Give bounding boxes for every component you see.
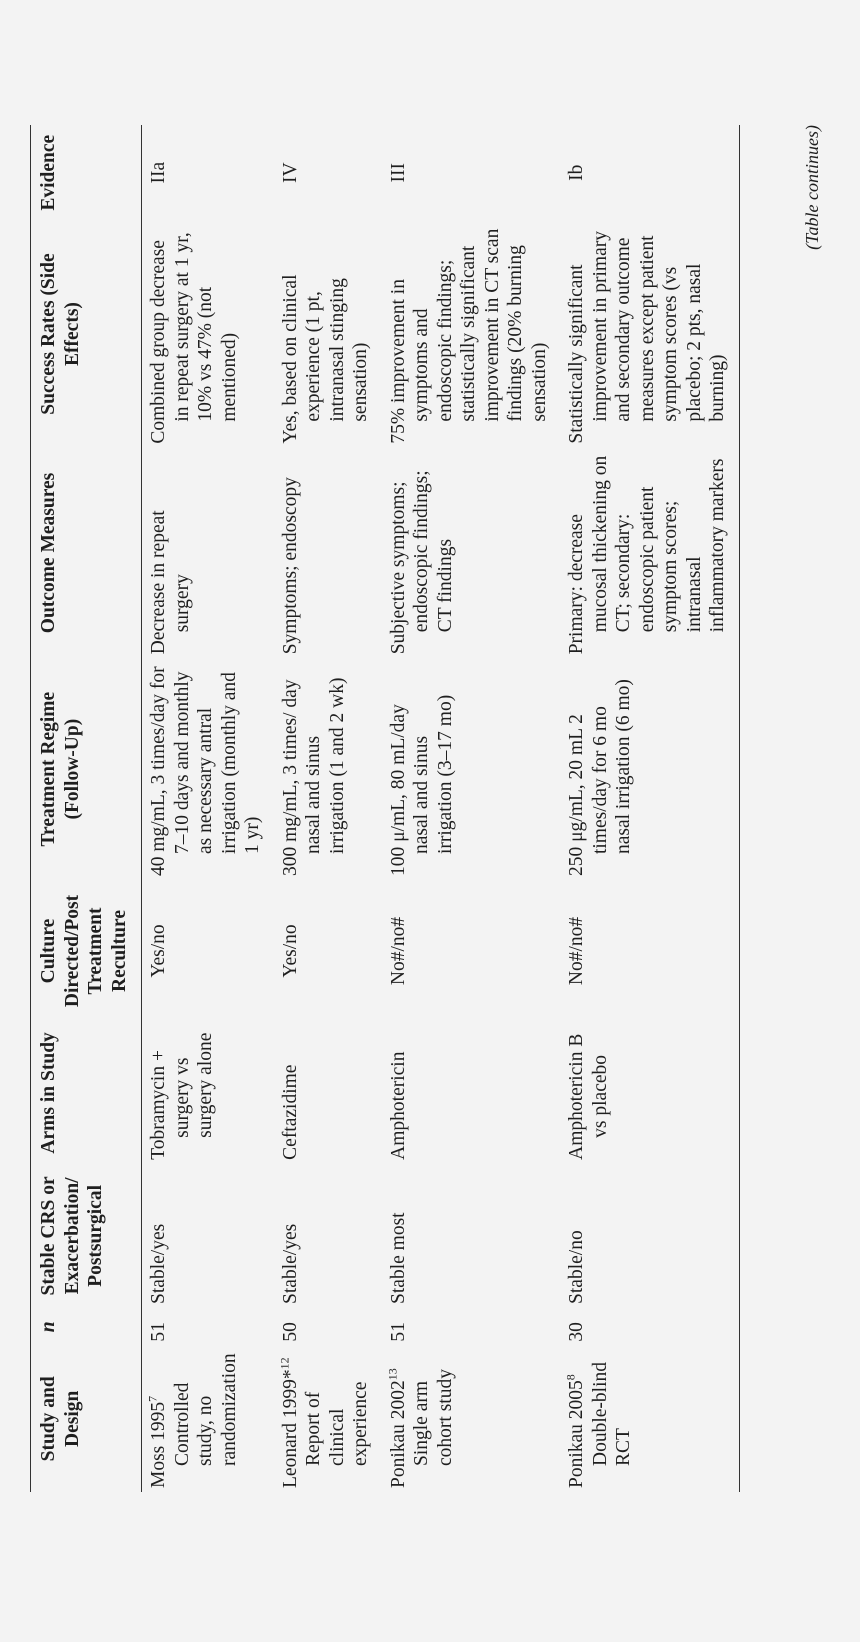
outcome-text: Primary: decrease mucosal thickening on CT; secondary: endoscopic patient symptom scores; intranasal inflammatory markers (566, 455, 728, 655)
evidence-table (30, 125, 740, 1492)
study-name: Leonard 1999* (279, 1369, 301, 1488)
study-design: Report of clinical experience (303, 1381, 371, 1466)
regime-cell (382, 658, 561, 880)
n-cell: 30 (566, 1322, 587, 1342)
n-cell: 50 (279, 1322, 301, 1342)
study-ref: 7 (145, 1395, 160, 1402)
study-cell (560, 1346, 739, 1492)
arms-cell (274, 1022, 382, 1164)
table-header (31, 125, 142, 1492)
arms-cell (382, 1022, 561, 1164)
header-n: n (38, 1321, 59, 1333)
success-text: Statistically significant improvement in primary and secondary outcome measures except patient symptom scores (vs placebo; 2 pts, nasal burning) (566, 231, 728, 444)
success-text: Yes, based on clinical experience (1 pt, intranasal stinging sensation) (279, 274, 371, 444)
arms-text: Tobramycin + surgery vs surgery alone (148, 1032, 216, 1160)
evidence-cell: IV (279, 162, 301, 183)
arms-text: Amphotericin B vs placebo (566, 1033, 611, 1160)
evidence-cell: III (387, 162, 409, 183)
outcome-text: Decrease in repeat surgery (148, 510, 193, 655)
study-design: Single arm cohort study (411, 1369, 456, 1466)
stable-cell: Stable/no (566, 1230, 587, 1304)
arms-text: Ceftazidime (279, 1064, 301, 1160)
n-cell: 51 (148, 1322, 169, 1342)
outcome-cell (274, 448, 382, 659)
regime-text: 300 mg/mL, 3 times/ day nasal and sinus irrigation (1 and 2 wk) (279, 677, 348, 877)
study-design: Double-blind RCT (589, 1362, 634, 1466)
header-outcome: Outcome Measures (38, 472, 59, 634)
stable-cell: Stable most (387, 1212, 409, 1304)
evidence-cell: IIa (148, 161, 169, 184)
success-cell (382, 220, 561, 447)
n-cell: 51 (387, 1322, 409, 1342)
study-ref: 12 (277, 1357, 291, 1370)
study-ref: 13 (385, 1368, 399, 1381)
header-regime: Treatment Regime (Follow-Up) (38, 691, 83, 847)
arms-cell (142, 1022, 274, 1164)
success-text: Combined group decrease in repeat surgery at 1 yr, 10% vs 47% (not mentioned) (148, 232, 240, 444)
regime-text: 100 μ/mL, 80 mL/day nasal and sinus irrigation (3–17 mo) (387, 694, 456, 877)
header-study: Study and Design (38, 1376, 83, 1462)
table-row (560, 125, 739, 1492)
regime-text: 250 μg/mL, 20 mL 2 times/day for 6 mo nasal irrigation (6 mo) (566, 679, 634, 877)
success-cell (560, 220, 739, 447)
outcome-cell (382, 448, 561, 659)
culture-cell: No#/no# (566, 916, 587, 986)
outcome-cell (560, 448, 739, 659)
outcome-cell (142, 448, 274, 659)
table-row (382, 125, 561, 1492)
stable-cell: Stable/yes (148, 1223, 169, 1304)
regime-cell (560, 658, 739, 880)
evidence-cell: Ib (566, 164, 587, 181)
table-continues-note: (Table continues) (802, 125, 822, 250)
culture-cell: Yes/no (279, 924, 301, 978)
success-cell (142, 220, 274, 447)
study-design: Controlled study, no randomization (171, 1353, 240, 1466)
regime-text: 40 mg/mL, 3 times/day for 7–10 days and monthly as necessary antral irrigation (monthly and 1 yr) (148, 666, 263, 877)
study-name: Ponikau 2002 (387, 1380, 409, 1488)
study-ref: 8 (563, 1374, 578, 1381)
regime-cell (142, 658, 274, 880)
header-arms: Arms in Study (38, 1032, 59, 1154)
study-cell (274, 1346, 382, 1492)
success-cell (274, 220, 382, 447)
study-name: Moss 1995 (148, 1401, 169, 1488)
outcome-text: Subjective symptoms; endoscopic findings; CT findings (387, 470, 456, 655)
header-stable: Stable CRS or Exacerbation/ Postsurgical (38, 1176, 106, 1296)
table-row (274, 125, 382, 1492)
outcome-text: Symptoms; endoscopy (279, 477, 301, 655)
study-cell (382, 1346, 561, 1492)
stable-cell: Stable/yes (279, 1223, 301, 1304)
culture-cell: Yes/no (148, 924, 169, 978)
table-row (142, 125, 274, 1492)
success-text: 75% improvement in symptoms and endoscopic findings; statistically significant improvement in CT scan findings (20% burning sensation) (387, 228, 550, 444)
arms-text: Amphotericin (387, 1051, 409, 1160)
culture-cell: No#/no# (387, 916, 409, 986)
header-culture: Culture Directed/Post Treatment Reculture (38, 894, 130, 1008)
header-success: Success Rates (Side Effects) (38, 253, 83, 415)
header-evidence: Evidence (38, 134, 59, 211)
regime-cell (274, 658, 382, 880)
study-name: Ponikau 2005 (566, 1380, 587, 1488)
arms-cell (560, 1022, 739, 1164)
study-cell (142, 1346, 274, 1492)
